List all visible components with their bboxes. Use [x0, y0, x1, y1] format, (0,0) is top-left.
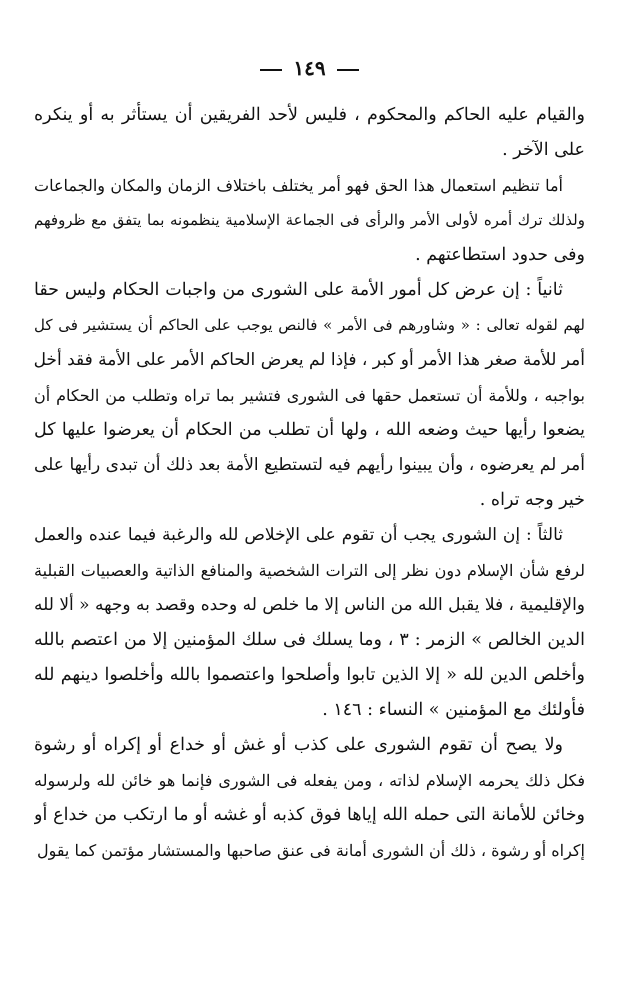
- text-line: أمر لم يعرضوه ، وأن يبينوا رأيهم فيه لتستطيع الأمة بعد ذلك أن تبدى رأيها على: [34, 455, 585, 475]
- text-line: فأولئك مع المؤمنين » النساء : ١٤٦ .: [322, 700, 585, 720]
- text-line: أمر للأمة صغر هذا الأمر أو كبر ، فإذا لم يعرض الحاكم الأمر على الأمة فقد أخل: [34, 350, 585, 370]
- text-line: ثانياً : إن عرض كل أمور الأمة على الشورى من واجبات الحكام وليس حقا: [34, 280, 563, 300]
- paragraph: [34, 728, 585, 868]
- text-line: والإقليمية ، فلا يقبل الله من الناس إلا ما خلص له وحده وقصد به وجهه « ألا لله: [34, 595, 585, 615]
- paragraph: [34, 518, 585, 728]
- text-line: وأخلص الدين لله « إلا الذين تابوا وأصلحوا واعتصموا بالله وأخلصوا دينهم لله: [34, 665, 585, 685]
- page-number-dash-right: [260, 69, 282, 71]
- text-line: لرفع شأن الإسلام دون نظر إلى الترات الشخصية والمنافع الذاتية والعصبيات القبلية: [34, 561, 585, 580]
- paragraph: [34, 273, 585, 518]
- text-line: والقيام عليه الحاكم والمحكوم ، فليس لأحد الفريقين أن يستأثر به أو ينكره: [34, 105, 585, 125]
- page-number-value: ١٤٩: [293, 56, 326, 80]
- text-line: أما تنظيم استعمال هذا الحق فهو أمر يختلف باختلاف الزمان والمكان والجماعات: [34, 176, 563, 195]
- text-line: بواجبه ، وللأمة أن تستعمل حقها فى الشورى فتشير بما تراه وتطلب من الحكام أن: [34, 386, 585, 405]
- text-line: ثالثاً : إن الشورى يجب أن تقوم على الإخلاص لله والرغبة فيما عنده والعمل: [34, 525, 563, 545]
- text-line: ولذلك ترك أمره لأولى الأمر والرأى فى الجماعة الإسلامية ينظمونه بما يتفق مع ظروفهم: [34, 211, 585, 229]
- text-line: ولا يصح أن تقوم الشورى على كذب أو غش أو خداع أو إكراه أو رشوة: [34, 735, 563, 755]
- paragraph: [34, 168, 585, 273]
- text-line: وخائن للأمانة التى حمله الله إياها فوق كذبه أو غشه أو ما ارتكب من خداع أو: [34, 805, 585, 825]
- page-number: [34, 56, 585, 88]
- paragraph: [34, 98, 585, 168]
- text-line: على الآخر .: [502, 140, 585, 160]
- body-text: [34, 98, 585, 868]
- page-number-dash-left: [337, 69, 359, 71]
- text-line: يضعوا رأيها حيث وضعه الله ، ولها أن تطلب من الحكام أن يعرضوا عليها كل: [34, 420, 585, 440]
- text-line: الدين الخالص » الزمر : ٣ ، وما يسلك فى سلك المؤمنين إلا من اعتصم بالله: [34, 630, 585, 650]
- text-line: إكراه أو رشوة ، ذلك أن الشورى أمانة فى عنق صاحبها والمستشار مؤتمن كما يقول: [36, 841, 585, 860]
- text-line: فكل ذلك يحرمه الإسلام لذاته ، ومن يفعله فى الشورى فإنما هو خائن لله ولرسوله: [34, 771, 585, 790]
- text-line: خير وجه تراه .: [479, 490, 585, 510]
- text-line: لهم لقوله تعالى : « وشاورهم فى الأمر » فالنص يوجب على الحاكم أن يستشير فى كل: [34, 316, 585, 334]
- text-line: وفى حدود استطاعتهم .: [415, 245, 585, 265]
